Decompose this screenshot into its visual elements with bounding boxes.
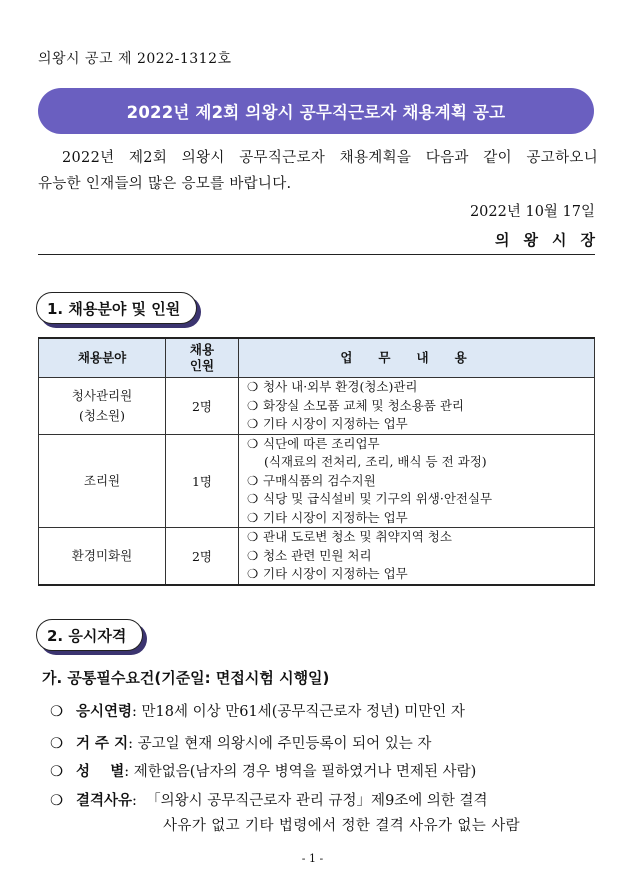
duty-note: (식재료의 전처리, 조리, 배식 등 전 과정) xyxy=(264,454,487,469)
cell-field xyxy=(39,528,166,585)
qualification-disqualification-cont: 사유가 없고 기타 법령에서 정한 결격 사유가 없는 사람 xyxy=(163,818,521,834)
header-duties xyxy=(239,338,595,378)
intro-line-1: 2022년 제2회 의왕시 공무직근로자 채용계획을 다음과 같이 공고하오니 xyxy=(62,150,598,166)
duty-item xyxy=(247,415,594,434)
duty-item xyxy=(247,509,594,528)
bullet-icon: ❍ xyxy=(50,793,63,809)
qualification-text: 만18세 이상 만61세(공무직근로자 정년) 미만인 자 xyxy=(136,704,465,720)
intro-paragraph xyxy=(38,145,598,197)
header-count-line: 인원 xyxy=(189,358,215,373)
field-line: 청사관리원 xyxy=(71,387,133,403)
cell-duties xyxy=(239,528,595,585)
duty-text: 기타 시장이 지정하는 업무 xyxy=(263,416,408,431)
divider xyxy=(38,254,595,255)
qualification-label: 응시연령 xyxy=(76,704,133,720)
field-line: 조리원 xyxy=(83,472,121,488)
duty-item xyxy=(247,547,594,566)
bullet-icon: ❍ xyxy=(247,509,259,525)
section-heading-label: 2. 응시자격 xyxy=(47,626,127,645)
qualification-disqualification xyxy=(50,789,488,810)
duty-text: 화장실 소모품 교체 및 청소용품 관리 xyxy=(263,397,464,413)
bullet-icon: ❍ xyxy=(247,472,259,488)
cell-duties xyxy=(239,378,595,435)
section-heading-label: 1. 채용분야 및 인원 xyxy=(47,299,181,318)
page-title: 2022년 제2회 의왕시 공무직근로자 채용계획 공고 xyxy=(126,103,506,122)
bullet-icon: ❍ xyxy=(247,397,259,413)
qualification-sep: : xyxy=(132,793,137,809)
subsection-heading: 가. 공통필수요건(기준일: 면접시험 시행일) xyxy=(42,669,330,687)
bullet-icon: ❍ xyxy=(247,491,259,506)
cell-count: 2명 xyxy=(166,378,239,435)
cell-count: 2명 xyxy=(166,528,239,585)
cell-count: 1명 xyxy=(166,434,239,528)
duty-item xyxy=(247,435,594,454)
duty-text: 청사 내·외부 환경(청소)관리 xyxy=(263,379,418,394)
qualification-sep: : xyxy=(128,736,134,752)
header-count xyxy=(166,338,239,378)
page-number: - 1 - xyxy=(301,852,324,865)
bullet-icon: ❍ xyxy=(247,416,259,431)
duty-text: 청소 관련 민원 처리 xyxy=(263,547,372,563)
qualification-text: 「의왕시 공무직근로자 관리 규정」제9조에 의한 결격 xyxy=(136,793,488,809)
bullet-icon: ❍ xyxy=(247,529,259,544)
duty-text: 식당 및 급식설비 및 기구의 위생·안전실무 xyxy=(263,491,493,506)
duty-text: 기타 시장이 지정하는 업무 xyxy=(263,566,408,581)
duty-text: 관내 도로변 청소 및 취약지역 청소 xyxy=(263,529,452,544)
bullet-icon: ❍ xyxy=(247,547,259,563)
qualification-residence xyxy=(50,732,431,753)
duty-item xyxy=(247,472,594,491)
section-heading-eligibility xyxy=(36,619,143,651)
header-field: 채용분야 xyxy=(39,338,166,378)
title-banner xyxy=(38,88,594,134)
table-row xyxy=(39,378,595,435)
duty-item xyxy=(247,378,594,397)
field-line: 환경미화원 xyxy=(71,547,133,563)
header-count-line: 채용 xyxy=(189,342,215,357)
qualification-sep: : xyxy=(124,764,130,780)
qualification-gender xyxy=(50,760,476,781)
table-header-row xyxy=(39,338,595,378)
bullet-icon: ❍ xyxy=(247,379,259,394)
notice-date: 2022년 10월 17일 xyxy=(469,204,595,220)
bullet-icon: ❍ xyxy=(247,566,259,581)
duty-item xyxy=(247,565,594,584)
cell-field xyxy=(39,434,166,528)
recruitment-table xyxy=(38,337,595,586)
duty-text: 구매식품의 검수지원 xyxy=(263,472,376,488)
qualification-label: 성 별 xyxy=(76,764,125,780)
qualification-text: 공고일 현재 의왕시에 주민등록이 되어 있는 자 xyxy=(133,736,432,752)
duty-text: 식단에 따른 조리업무 xyxy=(263,435,380,451)
bullet-icon: ❍ xyxy=(247,435,259,451)
qualification-label: 결격사유 xyxy=(76,793,133,809)
duty-text: 기타 시장이 지정하는 업무 xyxy=(263,509,408,525)
duty-item xyxy=(247,397,594,416)
bullet-icon: ❍ xyxy=(50,704,63,720)
qualification-label: 거 주 지 xyxy=(76,736,129,752)
cell-field xyxy=(39,378,166,435)
table-row xyxy=(39,434,595,528)
header-duties-label: 업무내용 xyxy=(340,350,493,365)
qualification-age xyxy=(50,700,465,721)
bullet-icon: ❍ xyxy=(50,764,63,780)
cell-duties xyxy=(239,434,595,528)
bullet-icon: ❍ xyxy=(50,736,63,752)
duty-item xyxy=(247,490,594,509)
duty-item xyxy=(247,528,594,547)
intro-line-2: 유능한 인재들의 많은 응모를 바랍니다. xyxy=(38,176,292,192)
field-line: (청소원) xyxy=(79,407,125,423)
header-count-label xyxy=(190,342,214,373)
section-heading-recruitment xyxy=(36,292,197,324)
notice-number: 의왕시 공고 제 2022-1312호 xyxy=(38,51,232,67)
qualification-text: 제한없음(남자의 경우 병역을 필하였거나 면제된 사람) xyxy=(129,764,477,780)
qualification-sep: : xyxy=(132,704,137,720)
table-row xyxy=(39,528,595,585)
signer: 의왕시장 xyxy=(495,231,609,249)
